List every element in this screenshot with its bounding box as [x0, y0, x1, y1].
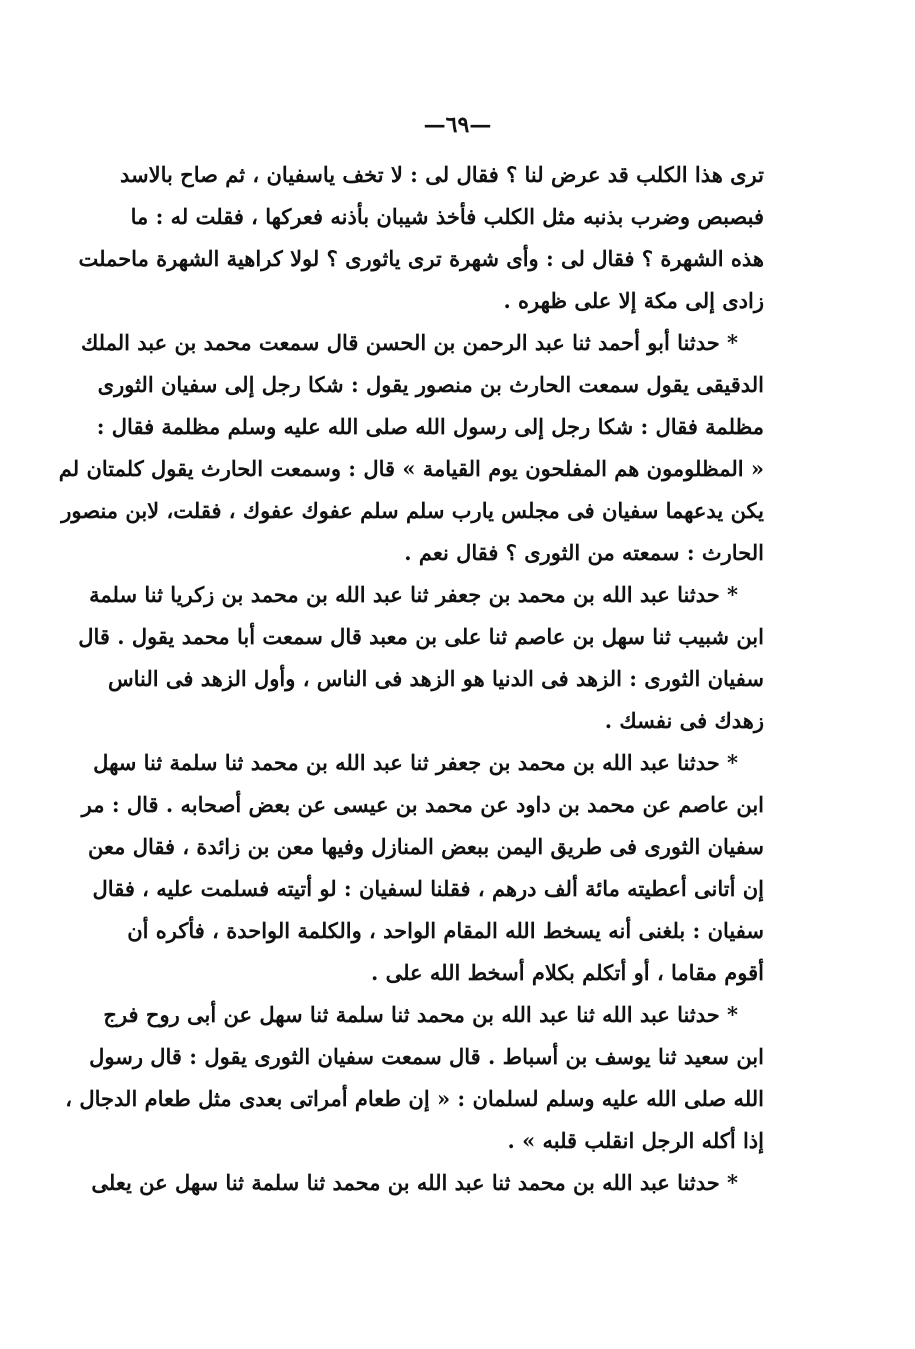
- text-line: فبصبص وضرب بذنبه مثل الكلب فأخذ شيبان بأذنه فعركها ، فقلت له : ما: [130, 204, 764, 229]
- text-line: * حدثنا عبد الله بن محمد بن جعفر ثنا عبد الله بن محمد ثنا سلمة ثنا سهل: [93, 750, 738, 775]
- text-line: * حدثنا عبد الله بن محمد ثنا عبد الله بن محمد ثنا سلمة ثنا سهل عن يعلى: [91, 1170, 738, 1195]
- text-line: إذا أكله الرجل انقلب قلبه » .: [507, 1128, 764, 1153]
- text-line: الله صلى الله عليه وسلم لسلمان : « إن طعام أمراتى بعدى مثل طعام الدجال ،: [65, 1086, 764, 1111]
- page-number: —٦٩—: [423, 112, 492, 138]
- text-line: « المظلومون هم المفلحون يوم القيامة » قال : وسمعت الحارث يقول كلمتان لم: [58, 456, 764, 481]
- text-line: ابن سعيد ثنا يوسف بن أسباط . قال سمعت سفيان الثورى يقول : قال رسول: [89, 1044, 764, 1069]
- text-line: مظلمة فقال : شكا رجل إلى رسول الله صلى الله عليه وسلم مظلمة فقال :: [96, 414, 764, 439]
- text-line: هذه الشهرة ؟ فقال لى : وأى شهرة ترى ياثورى ؟ لولا كراهية الشهرة ماحملت: [78, 246, 764, 271]
- text-line: * حدثنا أبو أحمد ثنا عبد الرحمن بن الحسن قال سمعت محمد بن عبد الملك: [80, 330, 738, 355]
- text-line: أقوم مقاما ، أو أتكلم بكلام أسخط الله على .: [370, 960, 764, 985]
- text-line: ابن شبيب ثنا سهل بن عاصم ثنا على بن معبد قال سمعت أبا محمد يقول . قال: [78, 624, 764, 649]
- text-line: سفيان الثورى فى طريق اليمن ببعض المنازل وفيها معن بن زائدة ، فقال معن: [88, 834, 764, 859]
- text-line: زادى إلى مكة إلا على ظهره .: [503, 288, 764, 313]
- text-line: سفيان الثورى : الزهد فى الدنيا هو الزهد فى الناس ، وأول الزهد فى الناس: [108, 666, 764, 691]
- text-line: سفيان : بلغنى أنه يسخط الله المقام الواحد ، والكلمة الواحدة ، فأكره أن: [127, 918, 764, 943]
- text-line: * حدثنا عبد الله بن محمد بن جعفر ثنا عبد الله بن محمد بن زكريا ثنا سلمة: [89, 582, 738, 607]
- text-line: ابن عاصم عن محمد بن داود عن محمد بن عيسى عن بعض أصحابه . قال : مر: [81, 792, 764, 817]
- text-line: ترى هذا الكلب قد عرض لنا ؟ فقال لى : لا تخف ياسفيان ، ثم صاح بالاسد: [120, 162, 764, 187]
- text-line: الدقيقى يقول سمعت الحارث بن منصور يقول : شكا رجل إلى سفيان الثورى: [97, 372, 764, 397]
- text-line: زهدك فى نفسك .: [604, 708, 764, 733]
- text-line: * حدثنا عبد الله ثنا عبد الله بن محمد ثنا سلمة ثنا سهل عن أبى روح فرج: [103, 1002, 738, 1027]
- text-line: الحارث : سمعته من الثورى ؟ فقال نعم .: [404, 540, 764, 565]
- text-line: يكن يدعهما سفيان فى مجلس يارب سلم سلم عفوك عفوك ، فقلت، لابن منصور: [61, 498, 764, 523]
- text-body: [58, 154, 764, 1204]
- text-line: إن أتانى أعطيته مائة ألف درهم ، فقلنا لسفيان : لو أتيته فسلمت عليه ، فقال: [92, 876, 764, 901]
